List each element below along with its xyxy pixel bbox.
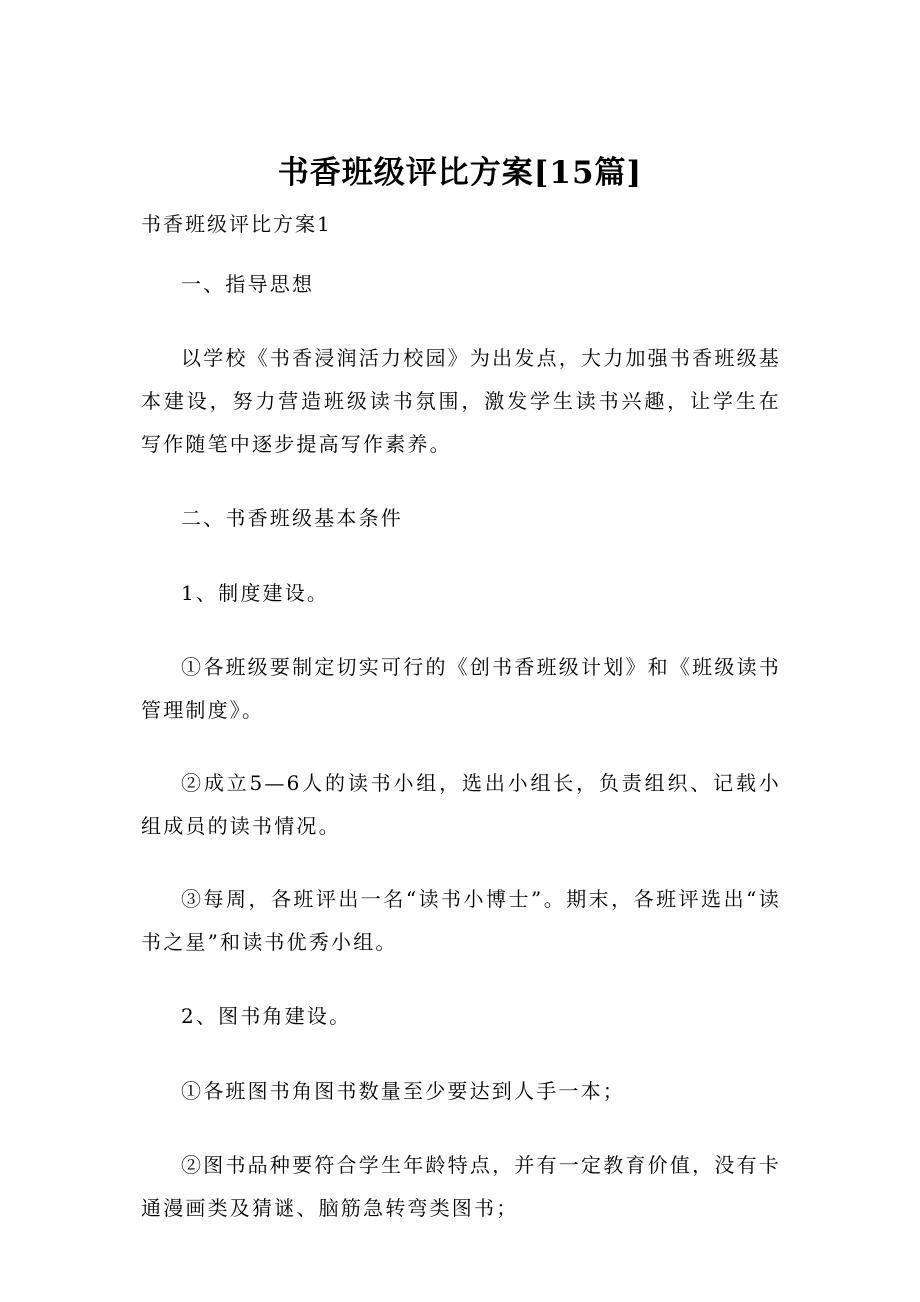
list-item-reading-awards: ③每周，各班评出一名“读书小博士”。期末，各班评选出“读书之星”和读书优秀小组。 xyxy=(141,887,781,954)
document-body xyxy=(141,262,781,1260)
subsection-heading-book-corner: 2、图书角建设。 xyxy=(181,1004,352,1028)
section-heading-guiding-ideology: 一、指导思想 xyxy=(181,272,315,296)
list-item-book-quantity: ①各班图书角图书数量至少要达到人手一本； xyxy=(181,1079,625,1103)
document-subtitle: 书香班级评比方案1 xyxy=(141,212,332,236)
subsection-heading-system-building: 1、制度建设。 xyxy=(181,581,330,605)
section-heading-basic-conditions: 二、书香班级基本条件 xyxy=(181,506,403,530)
paragraph-guiding-ideology: 以学校《书香浸润活力校园》为出发点，大力加强书香班级基本建设，努力营造班级读书氛围，激发学生读书兴趣，让学生在写作随笔中逐步提高写作素养。 xyxy=(141,346,781,456)
list-item-reading-group: ②成立5—6人的读书小组，选出小组长，负责组织、记载小组成员的读书情况。 xyxy=(141,771,781,838)
list-item-book-variety: ②图书品种要符合学生年龄特点，并有一定教育价值，没有卡通漫画类及猜谜、脑筋急转弯类图书； xyxy=(141,1153,781,1220)
document-title: 书香班级评比方案[15篇] xyxy=(277,155,643,191)
list-item-reading-plan: ①各班级要制定切实可行的《创书香班级计划》和《班级读书管理制度》。 xyxy=(141,655,781,722)
